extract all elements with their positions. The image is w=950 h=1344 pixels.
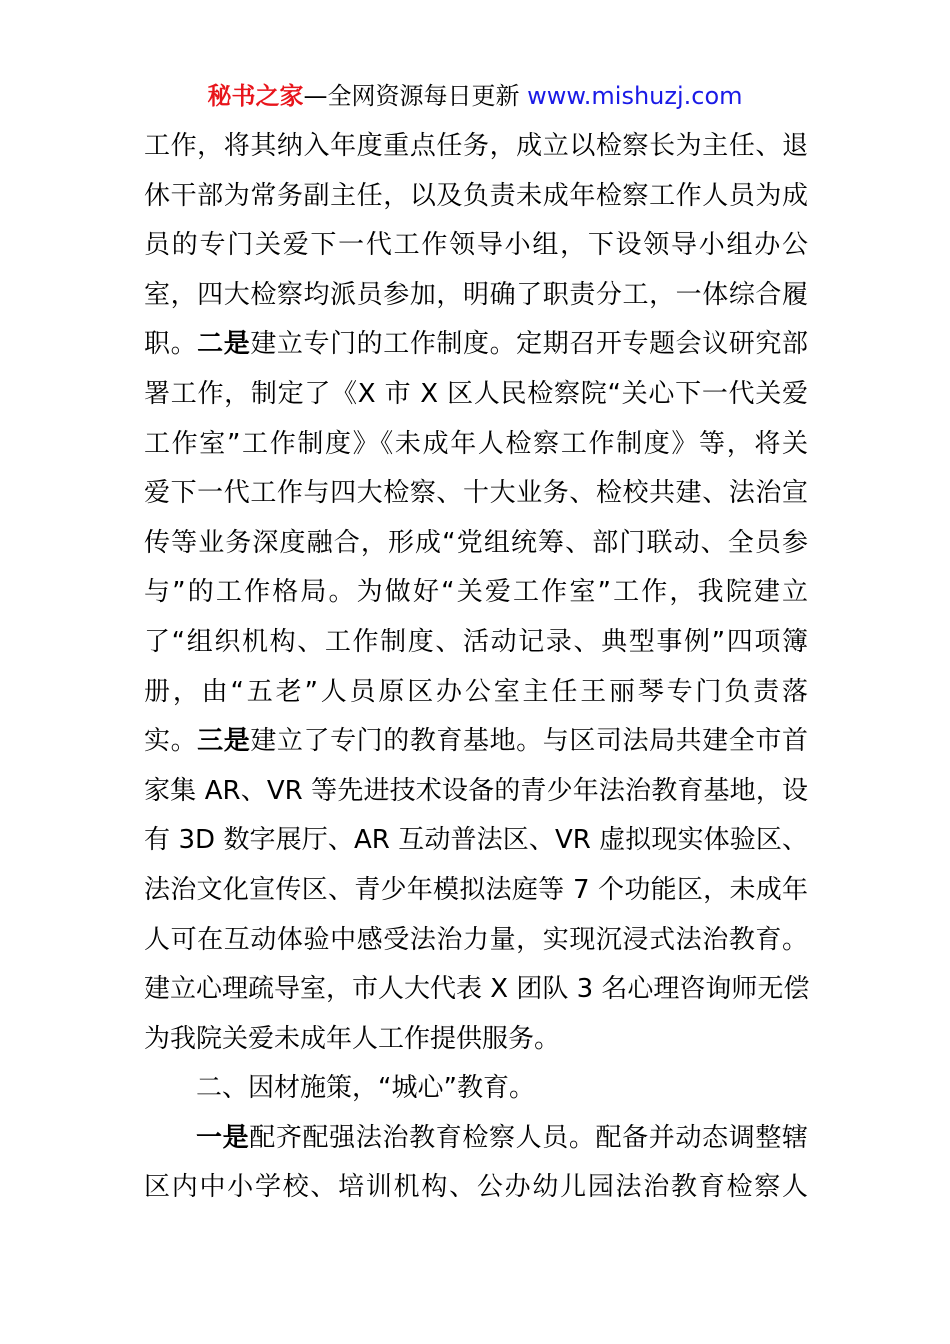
site-tagline: —全网资源每日更新 [303,82,528,110]
site-brand: 秘书之家 [207,82,304,110]
text-line: 为我院关爱未成年人工作提供服务。 [144,1023,561,1054]
text-line [144,1114,808,1164]
emphasis-marker: 三是 [197,726,251,757]
site-url-link[interactable]: www.mishuzj.com [527,82,743,110]
text-line: 人可在互动体验中感受法治力量，实现沉浸式法治教育。 [144,924,808,955]
section-heading: 二、因材施策，“城心”教育。 [196,1073,535,1104]
emphasis-marker: 一是 [196,1122,250,1153]
text-line [144,717,808,767]
text-line: 建立心理疏导室，市人大代表 X 团队 3 名心理咨询师无偿 [144,974,810,1005]
site-header [0,80,950,112]
emphasis-marker: 二是 [197,329,251,360]
text-line: 传等业务深度融合，形成“党组统筹、部门联动、全员参 [144,527,808,558]
document-body [144,122,808,1213]
text-line: 爱下一代工作与四大检察、十大业务、检校共建、法治宣 [144,478,808,509]
text-line: 工作室”工作制度》《未成年人检察工作制度》等，将关 [144,428,808,459]
text-line: 家集 AR、VR 等先进技术设备的青少年法治教育基地，设 [144,775,808,806]
text-segment: 实。 [144,726,198,757]
text-line: 署工作，制定了《X 市 X 区人民检察院“关心下一代关爱 [144,378,808,409]
text-line: 册，由“五老”人员原区办公室主任王丽琴专门负责落 [144,676,808,707]
text-line: 工作，将其纳入年度重点任务，成立以检察长为主任、退 [144,131,808,161]
text-segment: 配齐配强法治教育检察人员。配备并动态调整辖 [249,1122,808,1153]
text-line: 有 3D 数字展厅、AR 互动普法区、VR 虚拟现实体验区、 [144,825,808,856]
text-line: 了“组织机构、工作制度、活动记录、典型事例”四项簿 [144,626,808,657]
text-segment: 建立专门的工作制度。定期召开专题会议研究部 [250,329,808,360]
text-line: 区内中小学校、培训机构、公办幼儿园法治教育检察人 [144,1172,808,1203]
text-line: 法治文化宣传区、青少年模拟法庭等 7 个功能区，未成年 [144,874,808,905]
text-line: 与”的工作格局。为做好“关爱工作室”工作，我院建立 [144,577,808,608]
text-line [144,320,808,370]
text-line: 室，四大检察均派员参加，明确了职责分工，一体综合履 [144,279,808,310]
text-line: 休干部为常务副主任，以及负责未成年检察工作人员为成 [144,180,808,211]
text-segment: 职。 [144,329,198,360]
text-line: 员的专门关爱下一代工作领导小组，下设领导小组办公 [144,230,808,261]
text-segment: 建立了专门的教育基地。与区司法局共建全市首 [250,726,808,757]
